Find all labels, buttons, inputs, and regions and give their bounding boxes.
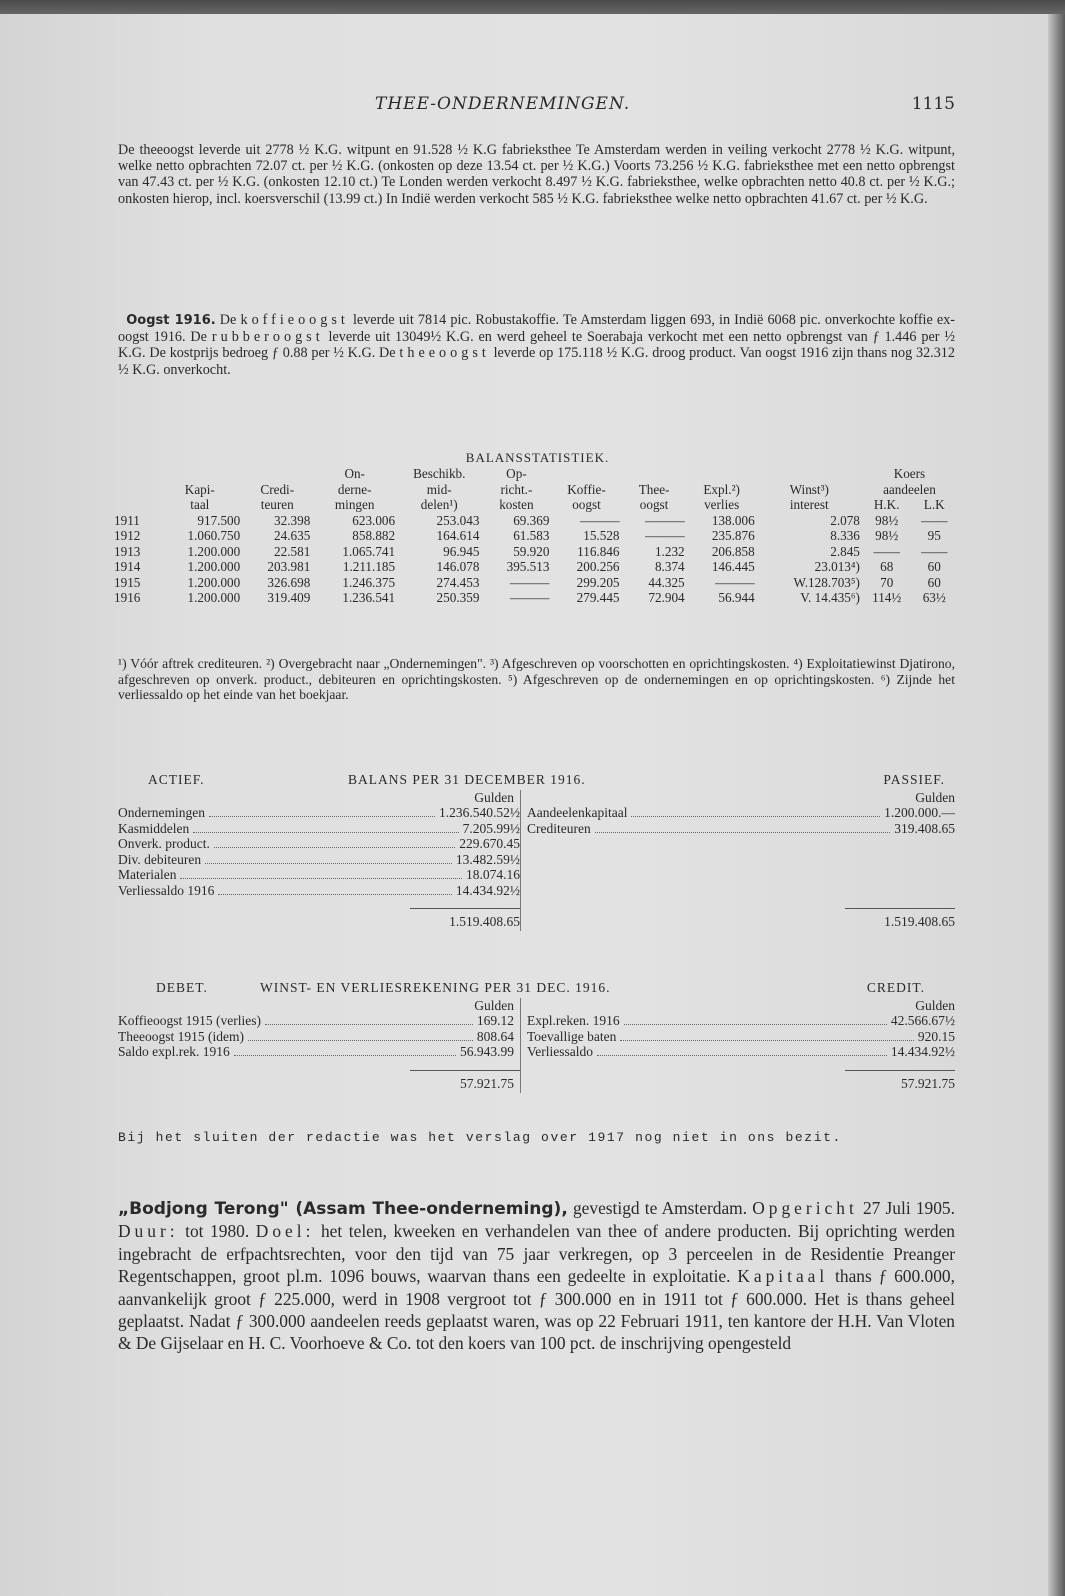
list-item bbox=[118, 852, 520, 868]
cell: 299.205 bbox=[576, 574, 620, 590]
item-label: Saldo expl.rek. 1916 bbox=[118, 1044, 230, 1059]
col-header: Expl.²) bbox=[703, 481, 740, 497]
item-value: 1.236.540.52½ bbox=[439, 805, 520, 820]
cell: 8.374 bbox=[654, 559, 685, 574]
item-value: 18.074.16 bbox=[466, 867, 520, 882]
col-header: Winst³) bbox=[789, 481, 829, 497]
koffieoogst-term: koffieoogst bbox=[240, 312, 349, 328]
col-header: aandeelen bbox=[883, 481, 936, 497]
item-label: Materialen bbox=[118, 867, 177, 882]
cell: 98½ bbox=[875, 512, 899, 528]
item-value: 808.64 bbox=[476, 1028, 514, 1044]
scan-right-edge bbox=[1048, 14, 1065, 1596]
cell: ——— bbox=[645, 512, 685, 528]
total-credit: 57.921.75 bbox=[901, 1075, 955, 1091]
cell: 200.256 bbox=[576, 559, 620, 574]
col-header: On- bbox=[344, 466, 365, 481]
header-row-1 bbox=[112, 466, 957, 482]
cell: 68 bbox=[880, 559, 894, 574]
currency-label: Gulden bbox=[915, 998, 955, 1013]
col-header: delen¹) bbox=[420, 497, 458, 512]
wv-columns bbox=[118, 998, 955, 1093]
cell-year: 1916 bbox=[114, 590, 141, 605]
cell: 1.246.375 bbox=[342, 574, 396, 590]
cell: 59.920 bbox=[513, 543, 550, 559]
text-run: het telen, kweeken en verhandelen van thee of andere producten. Bij oprichting werden ingebracht de erfpachtsrechten, voor den tijd van 75 jaar verkregen, op 3 perceelen in de Residentie Preanger Regentschappen, groot pl.m. 1096 bouws, waarvan thans een gedeelte in exploitatie. bbox=[118, 1221, 956, 1287]
item-value: 13.482.59½ bbox=[455, 851, 520, 867]
cell: 138.006 bbox=[711, 512, 755, 528]
list-item bbox=[527, 1029, 955, 1045]
item-label: Toevallige baten bbox=[527, 1028, 617, 1044]
cell: 1.065.741 bbox=[342, 543, 396, 559]
running-head-title: THEE-ONDERNEMINGEN. bbox=[375, 94, 631, 114]
cell: 279.445 bbox=[576, 590, 620, 605]
bodjong-terong-entry bbox=[118, 1197, 955, 1355]
item-value: 14.434.92½ bbox=[890, 1044, 955, 1059]
cell: 164.614 bbox=[436, 528, 480, 543]
cell: W.128.703⁵) bbox=[793, 574, 860, 590]
cell: 8.336 bbox=[830, 528, 860, 543]
table-row bbox=[112, 575, 957, 591]
item-label: Aandeelenkapitaal bbox=[527, 805, 628, 820]
actief-title: ACTIEF. bbox=[148, 772, 205, 787]
header-row-2 bbox=[112, 482, 957, 498]
item-label: Div. debiteuren bbox=[118, 851, 202, 867]
doel-label: Doel: bbox=[255, 1221, 315, 1242]
list-item bbox=[527, 1013, 955, 1029]
actief-column bbox=[118, 790, 521, 931]
col-header: Op- bbox=[506, 466, 527, 481]
oogst-1916-paragraph bbox=[118, 312, 955, 378]
cell: 70 bbox=[880, 574, 894, 590]
list-item bbox=[527, 805, 955, 821]
sum-line bbox=[410, 1070, 520, 1071]
cell: 858.882 bbox=[352, 528, 396, 543]
cell: 1.232 bbox=[654, 543, 685, 559]
cell: 15.528 bbox=[583, 528, 620, 543]
col-header bbox=[157, 466, 242, 482]
wv-title: WINST- EN VERLIESREKENING PER 31 DEC. 1916. bbox=[260, 980, 611, 995]
cell: 114½ bbox=[872, 590, 902, 605]
item-value: 319.408.65 bbox=[894, 820, 955, 836]
item-label: Onverk. product. bbox=[118, 836, 210, 851]
item-label: Koffieoogst 1915 (verlies) bbox=[118, 1013, 261, 1028]
cell: 32.398 bbox=[274, 512, 311, 528]
col-header: oogst bbox=[639, 497, 669, 512]
cell: ——— bbox=[509, 590, 550, 605]
sum-line bbox=[845, 1070, 955, 1071]
item-value: 229.670.45 bbox=[459, 836, 520, 851]
item-value: 56.943.99 bbox=[460, 1044, 514, 1059]
cell: 96.945 bbox=[443, 543, 480, 559]
cell: 2.845 bbox=[830, 543, 860, 559]
balans-columns bbox=[118, 790, 955, 931]
list-item bbox=[118, 883, 520, 899]
item-label: Verliessaldo 1916 bbox=[118, 882, 215, 898]
cell: 326.698 bbox=[267, 574, 311, 590]
company-title: „Bodjong Terong" (Assam Thee-onderneming), bbox=[118, 1199, 568, 1219]
col-header bbox=[622, 466, 687, 482]
cell: 1.200.000 bbox=[187, 543, 241, 559]
cell: —— bbox=[921, 512, 948, 528]
cell-year: 1915 bbox=[114, 574, 141, 590]
cell: 206.858 bbox=[711, 543, 755, 559]
item-value: 920.15 bbox=[917, 1028, 955, 1044]
text-run: leverde op 175.118 ½ K.G. droog product. Van oogst 1916 zijn thans nog 32.312 ½ K.G. onverkocht. bbox=[118, 345, 955, 378]
text-run: tot 1980. bbox=[178, 1221, 256, 1242]
item-value: 42.566.67½ bbox=[890, 1013, 955, 1028]
cell: 250.359 bbox=[436, 590, 480, 605]
wv-header bbox=[118, 980, 955, 998]
total-debet: 57.921.75 bbox=[460, 1075, 514, 1091]
list-item bbox=[118, 1044, 520, 1060]
table-row bbox=[112, 544, 957, 560]
cell: 623.006 bbox=[352, 512, 396, 528]
cell: —— bbox=[921, 543, 948, 559]
balansstatistiek-title: BALANSSTATISTIEK. bbox=[465, 450, 610, 465]
cell: 253.043 bbox=[436, 512, 480, 528]
col-header: L.K bbox=[923, 497, 945, 512]
cell-year: 1911 bbox=[114, 512, 140, 528]
col-header: taal bbox=[190, 497, 210, 512]
cell: 1.200.000 bbox=[187, 574, 241, 590]
list-item bbox=[118, 805, 520, 821]
cell-year: 1914 bbox=[114, 559, 141, 574]
cell: 203.981 bbox=[267, 559, 311, 574]
cell: 1.211.185 bbox=[342, 559, 396, 574]
cell-year: 1912 bbox=[114, 528, 141, 543]
cell: 2.078 bbox=[830, 512, 860, 528]
item-value: 14.434.92½ bbox=[455, 882, 520, 898]
col-header bbox=[112, 482, 157, 498]
col-header: H.K. bbox=[873, 497, 900, 512]
credit-column bbox=[521, 998, 955, 1093]
list-item bbox=[118, 1029, 520, 1045]
debet-column bbox=[118, 998, 521, 1093]
footnotes bbox=[118, 656, 955, 703]
text-run: gevestigd te Amsterdam. bbox=[567, 1198, 753, 1218]
col-header: verlies bbox=[704, 497, 740, 512]
col-header: Koffie- bbox=[567, 481, 606, 497]
item-label: Verliessaldo bbox=[527, 1044, 593, 1059]
sum-line bbox=[845, 908, 955, 909]
col-header: Thee- bbox=[638, 481, 670, 497]
cell: ——— bbox=[715, 574, 755, 590]
table-row bbox=[112, 528, 957, 544]
running-head bbox=[120, 94, 955, 122]
col-header: mingen bbox=[334, 497, 375, 512]
col-header bbox=[242, 466, 312, 482]
kapitaal-label: Kapitaal bbox=[737, 1266, 829, 1287]
item-value: 1.200.000.— bbox=[884, 805, 955, 820]
theeoogst-paragraph bbox=[118, 142, 955, 207]
item-value: 169.12 bbox=[476, 1013, 514, 1028]
cell: 1.060.750 bbox=[187, 528, 241, 543]
item-label: Theeoogst 1915 (idem) bbox=[118, 1028, 244, 1044]
text-run: leverde uit 13049½ K.G. en werd geheel te Soerabaja verkocht met een netto opbrengst van ƒ 1.446 per ½ K.G. De kostprijs bedroeg ƒ 0.88 per ½ K.G. De bbox=[118, 329, 955, 362]
cell: 60 bbox=[927, 574, 941, 590]
item-label: Ondernemingen bbox=[118, 805, 205, 820]
cell: 146.445 bbox=[711, 559, 755, 574]
cell: 1.200.000 bbox=[187, 559, 241, 574]
cell: 395.513 bbox=[506, 559, 550, 574]
item-label: Expl.reken. 1916 bbox=[527, 1013, 620, 1028]
cell: 116.846 bbox=[577, 543, 620, 559]
theeoogst-term: theeoogst bbox=[399, 345, 490, 362]
cell: 917.500 bbox=[197, 512, 241, 528]
list-item bbox=[118, 1013, 520, 1029]
rubberoogst-term: rubberoogst bbox=[211, 329, 324, 346]
cell: 56.944 bbox=[718, 590, 755, 605]
col-header: Kapi- bbox=[184, 481, 215, 497]
col-header: derne- bbox=[337, 481, 372, 497]
col-header bbox=[112, 497, 157, 513]
cell: ——— bbox=[509, 574, 550, 590]
cell: ——— bbox=[645, 528, 685, 543]
col-header: Beschikb. bbox=[413, 466, 466, 481]
currency-label: Gulden bbox=[474, 998, 514, 1013]
balans-sheet bbox=[118, 772, 955, 931]
credit-title: CREDIT. bbox=[866, 980, 925, 995]
item-value: 7.205.99½ bbox=[462, 820, 520, 836]
list-item bbox=[118, 836, 520, 852]
debet-title: DEBET. bbox=[156, 980, 208, 995]
col-header: oogst bbox=[572, 497, 601, 512]
cell: 1.200.000 bbox=[187, 590, 241, 605]
cell: 24.635 bbox=[274, 528, 311, 543]
list-item bbox=[118, 821, 520, 837]
sum-line bbox=[410, 908, 520, 909]
cell: 1.236.541 bbox=[342, 590, 396, 605]
cell: 319.409 bbox=[267, 590, 311, 605]
col-header: Credi- bbox=[260, 481, 295, 497]
item-label: Crediteuren bbox=[527, 820, 591, 836]
col-header: kosten bbox=[499, 497, 534, 512]
table-row bbox=[112, 513, 957, 529]
list-item bbox=[527, 821, 955, 837]
cell: 22.581 bbox=[274, 543, 311, 559]
col-header bbox=[687, 466, 757, 482]
text-run: leverde uit 7814 pic. Robustakoffie. Te Amsterdam liggen 693, in Indië 6068 pic. onverkochte koffie ex-oogst 1916. De bbox=[118, 312, 956, 346]
text-run: De bbox=[215, 312, 241, 328]
cell: 69.369 bbox=[513, 512, 550, 528]
redactie-note: Bij het sluiten der redactie was het verslag over 1917 nog niet in ons bezit. bbox=[118, 1130, 842, 1145]
text-run: thans ƒ 600.000, aanvankelijk groot ƒ 225.000, werd in 1908 vergroot tot ƒ 300.000 en in 1911 tot ƒ 600.000. Het is thans geheel geplaatst. Nadat ƒ 300.000 aandeelen reeds geplaatst waren, was op 22 Februari 1911, ten kantore der H.H. Van Vloten & De Gijselaar en H. C. Voorhoeve & Co. tot den koers van 100 pct. de inschrijving opengesteld bbox=[118, 1266, 955, 1354]
footnotes-text: ¹) Vóór aftrek crediteuren. ²) Overgebracht naar „Ondernemingen". ³) Afgeschreven op voorschotten en oprichtingskosten. ⁴) Exploitatiewinst Djatirono, afgeschreven op onverk. product., debiteuren en oprichtingskosten. ⁵) Afgeschreven op de ondernemingen en op oprichtingskosten. ⁶) Zijnde het verliessaldo op het einde van het boekjaar. bbox=[118, 656, 955, 703]
balans-header bbox=[118, 772, 955, 790]
currency-label: Gulden bbox=[474, 790, 514, 805]
balans-title: BALANS PER 31 DECEMBER 1916. bbox=[348, 772, 586, 787]
passief-title: PASSIEF. bbox=[883, 772, 945, 787]
cell: —— bbox=[873, 543, 900, 559]
paragraph-text: De theeoogst leverde uit 2778 ½ K.G. witpunt en 91.528 ½ K.G fabrieksthee Te Amsterdam werden in veiling verkocht 2778 ½ K.G. witpunt, welke netto opbrachten 72.07 ct. per ½ K.G. (onkosten op deze 13.54 ct. per ½ K.G.) Voorts 73.256 ½ K.G. fabrieksthee met een netto opbrengst van 47.43 ct. per ½ K.G. (onkosten 12.10 ct.) Te Londen werden verkocht 8.497 ½ K.G. fabrieksthee, welke opbrachten netto 40.8 ct. per ½ K.G.; onkosten hierop, incl. koersverschil (13.99 ct.) In Indië werden verkocht 585 ½ K.G. fabrieksthee welke netto opbrachten 41.67 ct. per ½ K.G. bbox=[118, 142, 955, 207]
col-header bbox=[551, 466, 621, 482]
table-row bbox=[112, 590, 957, 606]
duur-label: Duur: bbox=[118, 1221, 179, 1242]
col-header: Koers bbox=[893, 466, 926, 481]
cell: 60 bbox=[927, 559, 941, 574]
cell: 44.325 bbox=[648, 574, 685, 590]
cell: 23.013⁴) bbox=[814, 559, 860, 574]
cell-year: 1913 bbox=[114, 543, 141, 559]
page-number: 1115 bbox=[911, 94, 955, 114]
list-item bbox=[118, 867, 520, 883]
cell: 235.876 bbox=[711, 528, 755, 543]
cell: 98½ bbox=[875, 528, 899, 543]
oogst-1916-section bbox=[118, 312, 955, 378]
currency-label: Gulden bbox=[915, 790, 955, 805]
opgericht-label: Opgericht bbox=[752, 1198, 858, 1218]
cell: 146.078 bbox=[436, 559, 480, 574]
total-passief: 1.519.408.65 bbox=[884, 914, 955, 929]
table-row bbox=[112, 559, 957, 575]
col-header: mid- bbox=[426, 481, 452, 497]
bodjong-paragraph bbox=[118, 1197, 955, 1355]
cell: V. 14.435⁶) bbox=[800, 590, 860, 605]
cell: 274.453 bbox=[436, 574, 480, 590]
book-page bbox=[0, 14, 1048, 1596]
cell: 72.904 bbox=[648, 590, 685, 605]
text-run: 27 Juli 1905. bbox=[857, 1198, 955, 1218]
winst-verlies-rekening bbox=[118, 980, 955, 1093]
col-header bbox=[757, 466, 862, 482]
balansstatistiek-table bbox=[112, 466, 957, 606]
cell: 95 bbox=[927, 528, 941, 543]
list-item bbox=[527, 1044, 955, 1060]
col-header: interest bbox=[789, 497, 829, 512]
col-header bbox=[112, 466, 157, 482]
col-header: teuren bbox=[260, 497, 294, 512]
col-header: richt.- bbox=[500, 481, 533, 497]
header-row-3 bbox=[112, 497, 957, 513]
item-label: Kasmiddelen bbox=[118, 820, 190, 836]
passief-column bbox=[521, 790, 955, 931]
cell: 61.583 bbox=[513, 528, 550, 543]
total-actief: 1.519.408.65 bbox=[449, 914, 520, 929]
cell: ——— bbox=[579, 512, 620, 528]
oogst-1916-heading: Oogst 1916. bbox=[126, 313, 216, 328]
cell: 63½ bbox=[922, 590, 946, 605]
